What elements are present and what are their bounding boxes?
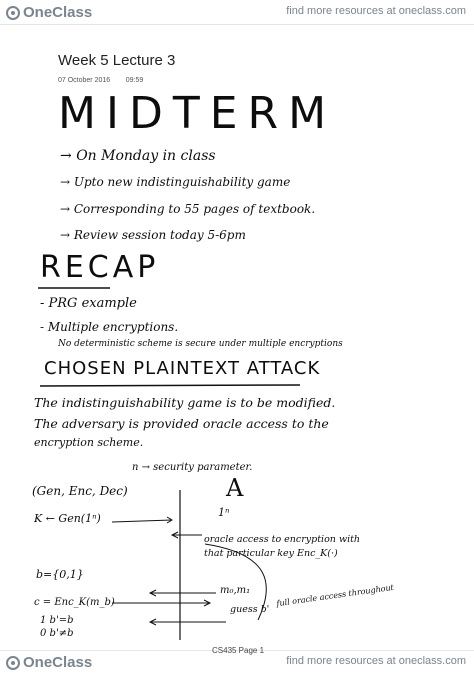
oracle-access-line-2: that particular key Enc_K(·): [204, 548, 338, 559]
midterm-point-1: → On Monday in class: [60, 148, 216, 164]
security-arrow: [112, 520, 172, 522]
footer-oneclass-logo-icon: [6, 656, 20, 670]
full-oracle-access-note: full oracle access throughout: [275, 582, 395, 609]
recap-point-2: - Multiple encryptions.: [40, 320, 179, 334]
note-date: 07 October 2016: [58, 77, 111, 84]
page-number: CS435 Page 1: [212, 646, 265, 655]
brand-name: OneClass: [23, 4, 93, 21]
cpa-line-3: encryption scheme.: [34, 436, 144, 449]
footer-oneclass-logo[interactable]: [6, 654, 92, 671]
security-parameter: n → security parameter.: [132, 462, 253, 473]
diagram-strokes: [0, 24, 474, 650]
midterm-point-4: → Review session today 5-6pm: [60, 228, 246, 242]
note-page: [0, 24, 474, 650]
footer-brand-name: OneClass: [23, 654, 93, 671]
oneclass-logo[interactable]: [6, 4, 92, 21]
outcome-lose: 0 b'≠b: [40, 628, 74, 639]
key-generation: K ← Gen(1ⁿ): [34, 512, 101, 525]
messages-m0-m1: m₀,m₁: [220, 585, 251, 596]
cpa-line-1: The indistinguishability game is to be modified.: [34, 395, 336, 410]
challenge-ciphertext: c = Enc_K(m_b): [34, 597, 115, 608]
oracle-access-line-1: oracle access to encryption with: [204, 534, 361, 545]
footer-resources-link[interactable]: find more resources at oneclass.com: [286, 655, 466, 667]
recap-point-1: - PRG example: [40, 296, 137, 311]
cpa-heading: CHOSEN PLAINTEXT ATTACK: [44, 358, 321, 379]
outcome-win: 1 b'=b: [40, 615, 74, 626]
oracle-bracket: [205, 544, 266, 620]
page-title: Week 5 Lecture 3: [58, 52, 176, 69]
cpa-underline: [40, 385, 300, 386]
bit-set: b={0,1}: [36, 568, 84, 581]
security-input: 1ⁿ: [218, 506, 230, 519]
scheme-tuple: (Gen, Enc, Dec): [32, 484, 128, 498]
note-time: 09:59: [125, 77, 144, 84]
midterm-heading: MIDTERM: [58, 88, 337, 139]
guess-label: guess b': [230, 604, 270, 615]
midterm-point-3: → Corresponding to 55 pages of textbook.: [60, 202, 316, 216]
recap-note: No deterministic scheme is secure under multiple encryptions: [58, 339, 343, 349]
resources-link[interactable]: find more resources at oneclass.com: [286, 5, 466, 17]
cpa-line-2: The adversary is provided oracle access to the: [34, 416, 329, 431]
top-bar: [0, 0, 474, 25]
adversary-label: A: [226, 474, 244, 502]
recap-heading: RECAP: [40, 250, 160, 285]
oneclass-logo-icon: [6, 6, 20, 20]
midterm-point-2: → Upto new indistinguishability game: [60, 175, 291, 189]
